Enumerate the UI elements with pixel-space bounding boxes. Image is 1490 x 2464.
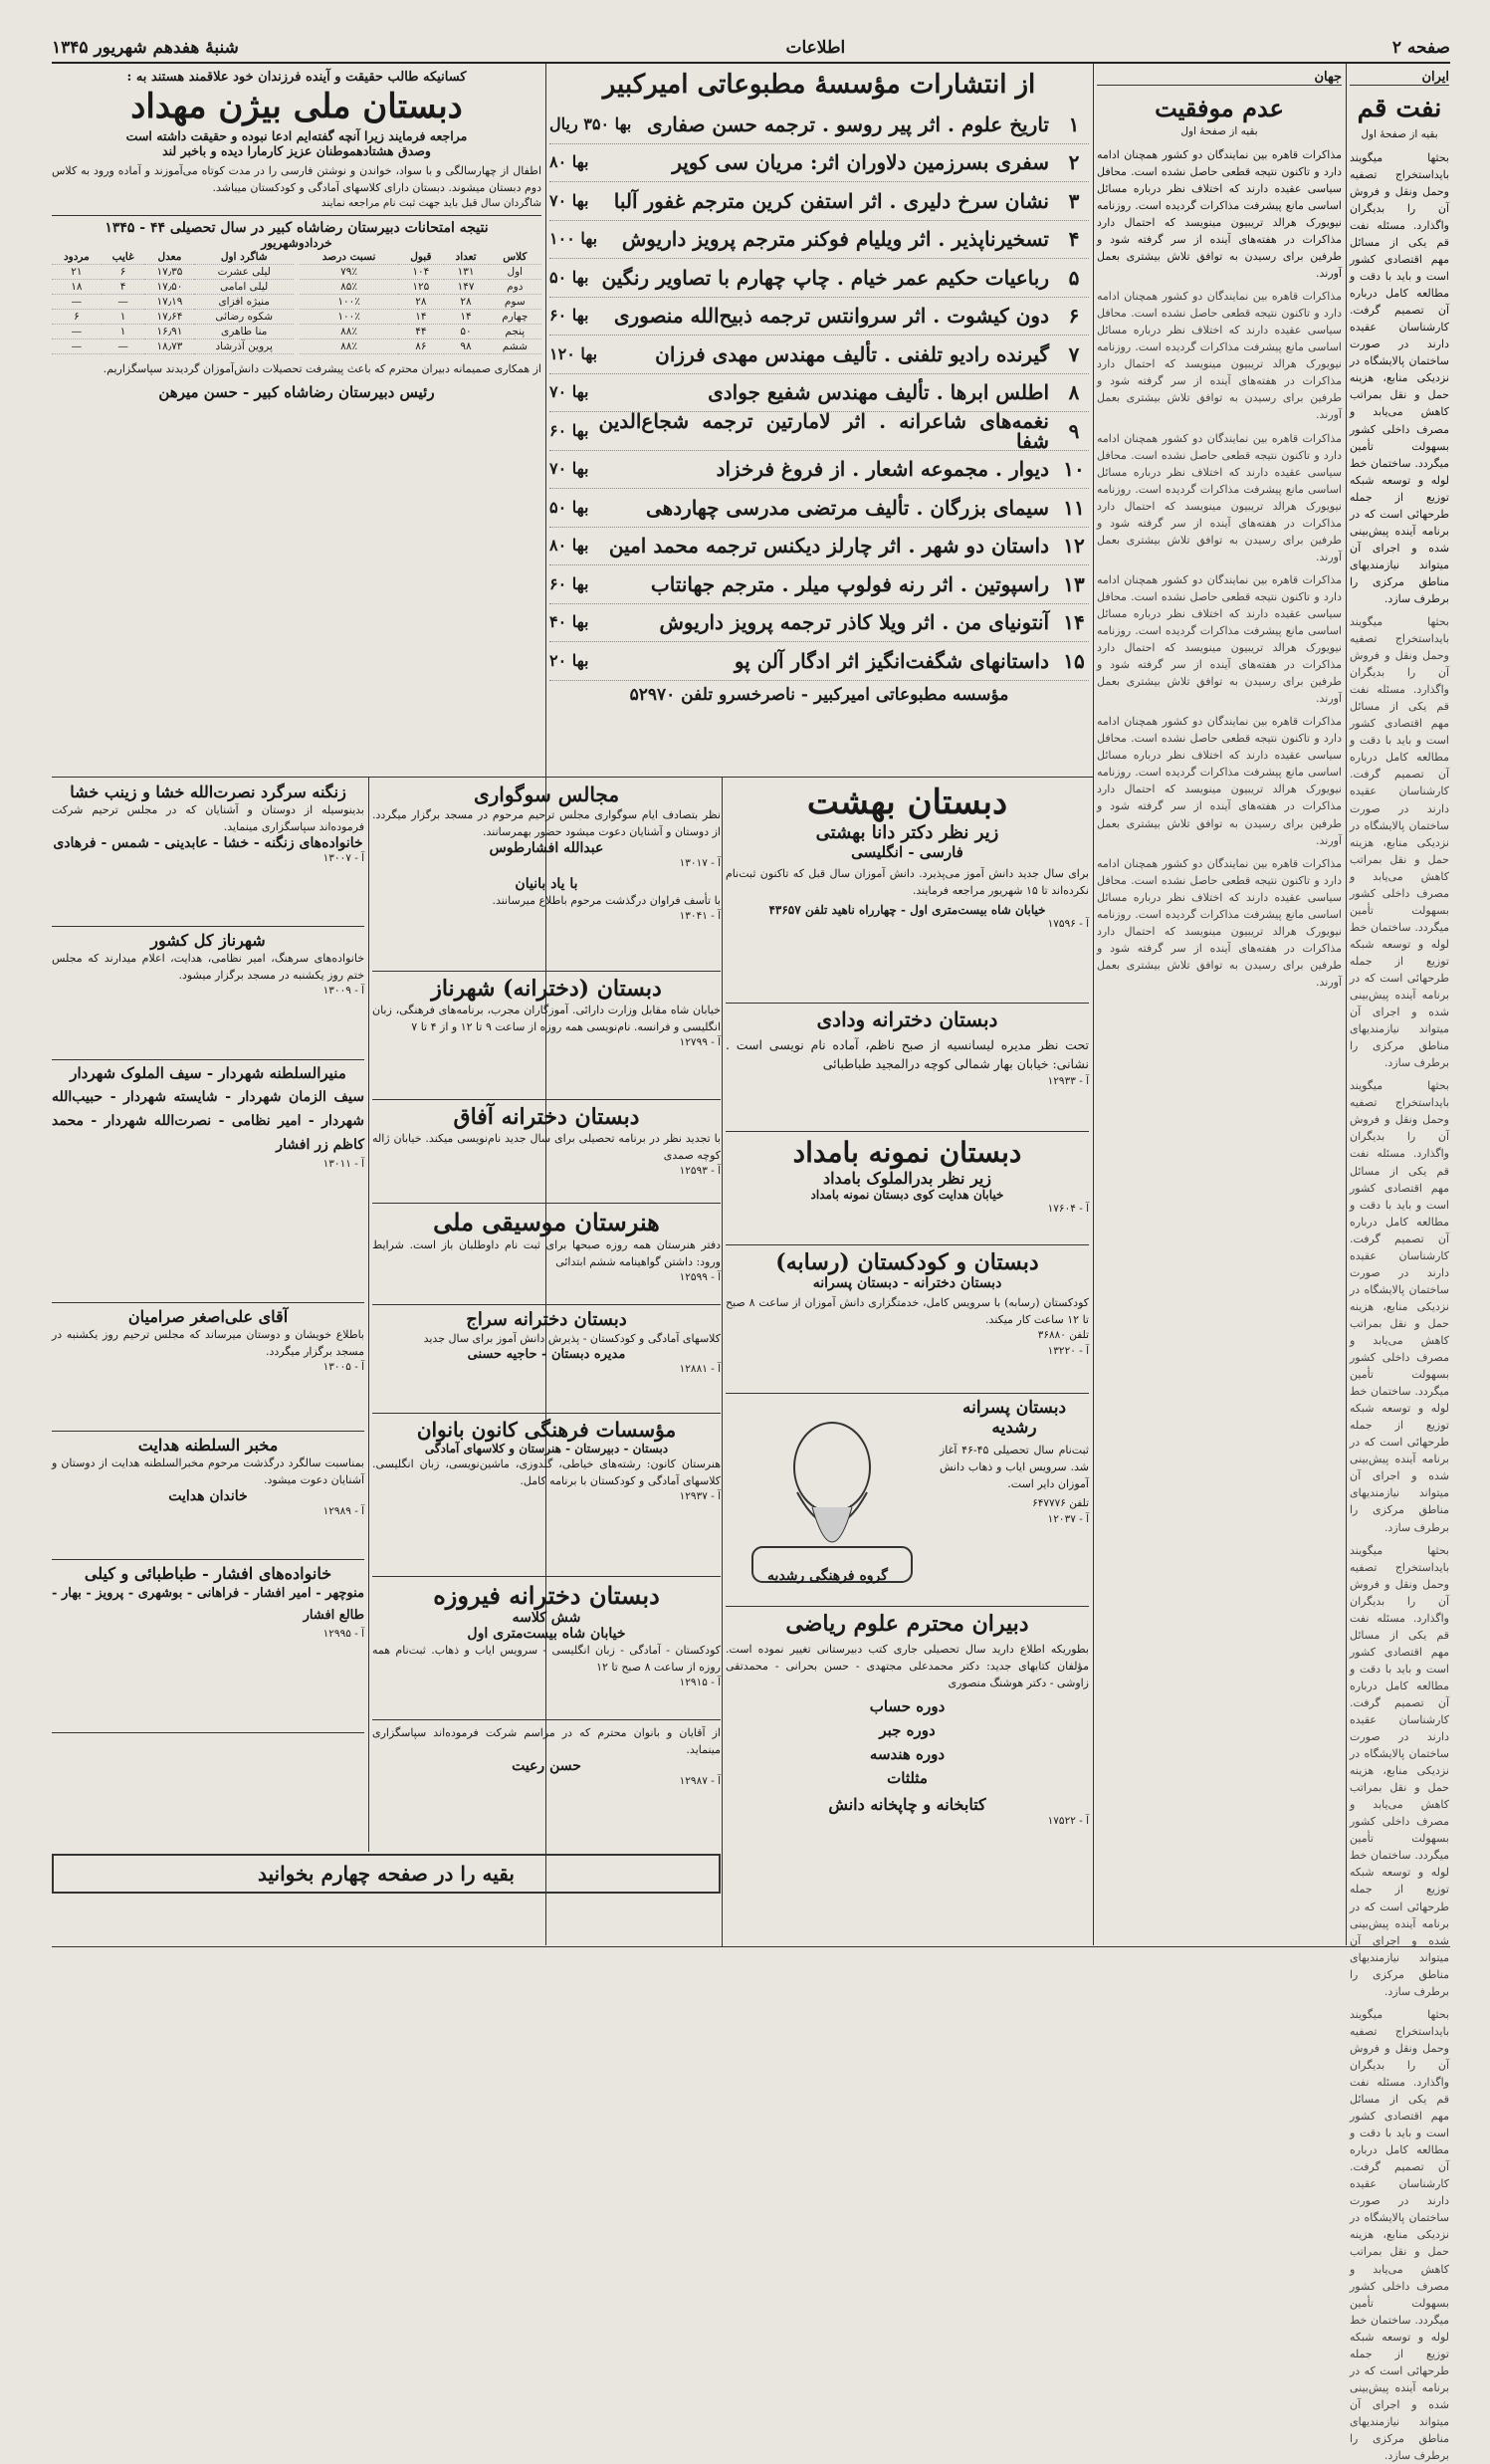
notice-shahrnaz [52, 931, 364, 1060]
ad-code2: آ - ۱۳۰۴۱ [679, 909, 721, 922]
article-lead: بقیه از صفحهٔ اول [1180, 125, 1258, 137]
notice-sign: حسن رعیت [512, 1758, 581, 1775]
ad-code: آ - ۱۲۸۸۱ [679, 1363, 721, 1376]
ad-line1: زیر نظر دکتر دانا بهشتی [815, 822, 999, 843]
publication-item [549, 451, 1089, 490]
publication-item [549, 144, 1089, 183]
table-header: مردود [52, 250, 102, 265]
notice-code: آ - ۱۳۰۱۱ [322, 1158, 364, 1171]
ad-body: بطوریکه اطلاع دارید سال تحصیلی جاری کتب دبیرستانی تغییر نموده است. مؤلفان کتابهای جدید: دکتر محمدعلی مجتهدی - حسن بحرانی - محمدتقی زاوشی - دکتر هوشنگ منصوری [726, 1643, 1089, 1690]
ad-line: زیر نظر بدرالملوک بامداد [822, 1169, 992, 1188]
table-header: قبول [398, 250, 443, 265]
notice-body: باطلاع خویشان و دوستان میرساند که مجلس ترحیم روز یکشنبه در مسجد برگزار میگردد. [52, 1328, 364, 1359]
publication-title: راسپوتین . اثر رنه فولوپ میلر . مترجم جهانتاب [650, 571, 1049, 596]
publication-number: ۱۲ [1063, 534, 1085, 559]
publication-price: بها ۷۰ [549, 190, 589, 210]
ad-code: آ - ۱۲۰۳۷ [1047, 1512, 1089, 1525]
publication-price: بها ۴۰ [549, 612, 589, 632]
table-cell: ۱۲۵ [398, 279, 443, 294]
results-title: نتیجه امتحانات دبیرستان رضاشاه کبیر در سال تحصیلی ۴۴ - ۱۳۴۵ [105, 219, 489, 236]
ad-body: خیابان هدایت کوی دبستان نمونه بامداد [810, 1188, 1004, 1202]
ad-b4: مثلثات [887, 1769, 928, 1788]
publication-item [549, 336, 1089, 374]
publication-item [549, 408, 1089, 453]
ad-line: دبستان دخترانه - دبستان پسرانه [812, 1275, 1002, 1291]
publication-item [549, 489, 1089, 528]
behesht-school-ad [726, 783, 1089, 1004]
table-cell: — [102, 294, 145, 309]
ad-name1: عبدالله افشارطوس [489, 840, 604, 857]
table-cell: ۸۸٪ [300, 324, 398, 338]
publication-price: بها ۸۰ [549, 152, 589, 172]
article-body-cont: بحثها میگویند بایداستخراج تصفیه وحمل ونقل و فروش آن را بدیگران واگذارد. مسئله نفت قم یکی از مسائل مهم اقتصادی کشور است و باید با دقت و مطالعه کامل درباره آن تصمیم گرفت. کارشناسان عقیده دارند در صورت ساختمان پالایشگاه در نزدیکی منابع، هزینه حمل و نقل بمراتب کاهش می‌یابد و مصرف داخلی کشور بسهولت تأمین میگردد. ساختمان خط لوله و توسعه شبکه توزیع از جمله طرحهائی است که در برنامه آینده پیش‌بینی شده و اجرای آن میتواند نیازمندیهای مناطق مرکزی را برطرف سازد. [1350, 1543, 1449, 1998]
publication-price: بها ۷۰ [549, 382, 589, 402]
article-body-cont: بحثها میگویند بایداستخراج تصفیه وحمل ونقل و فروش آن را بدیگران واگذارد. مسئله نفت قم یکی از مسائل مهم اقتصادی کشور است و باید با دقت و مطالعه کامل درباره آن تصمیم گرفت. کارشناسان عقیده دارند در صورت ساختمان پالایشگاه در نزدیکی منابع، هزینه حمل و نقل بمراتب کاهش می‌یابد و مصرف داخلی کشور بسهولت تأمین میگردد. ساختمان خط لوله و توسعه شبکه توزیع از جمله طرحهائی است که در برنامه آینده پیش‌بینی شده و اجرای آن میتواند نیازمندیهای مناطق مرکزی را برطرف سازد. [1350, 1079, 1449, 1534]
table-cell: ۶ [52, 309, 102, 324]
article-body: بحثها میگویند بایداستخراج تصفیه وحمل ونقل و فروش آن را بدیگران واگذارد. مسئله نفت قم یکی از مسائل مهم اقتصادی کشور است و باید با دقت و مطالعه کامل درباره آن تصمیم گرفت. کارشناسان عقیده دارند در صورت ساختمان پالایشگاه در نزدیکی منابع، هزینه حمل و نقل بمراتب کاهش می‌یابد و مصرف داخلی کشور بسهولت تأمین میگردد. ساختمان خط لوله و توسعه شبکه توزیع از جمله طرحهائی است که در برنامه آینده پیش‌بینی شده و اجرای آن میتواند نیازمندیهای مناطق مرکزی را برطرف سازد. [1350, 150, 1449, 605]
publication-item [549, 565, 1089, 604]
article-title: عدم موفقیت [1155, 94, 1284, 122]
publication-price: بها ۱۲۰ [549, 343, 598, 363]
ad-code: آ - ۱۲۵۹۹ [679, 1271, 721, 1284]
publication-item [549, 528, 1089, 566]
table-cell: ۸۵٪ [300, 279, 398, 294]
table-cell: ۱۰۰٪ [300, 309, 398, 324]
ad-name2: با یاد بانیان [515, 875, 578, 892]
notice-afshar [52, 1564, 364, 1733]
ad-code: آ - ۱۲۵۹۳ [679, 1165, 721, 1178]
ad-body: اطفال از چهارسالگی و با سواد، خواندن و نوشتن فارسی را در مدت کوتاه می‌آموزند و آماده ورود به کلاس دوم دبستان میشوند. دبستان دارای کلاسهای آمادگی و کودکستان میباشد. [52, 164, 541, 195]
notice-code: آ - ۱۲۹۹۵ [322, 1628, 364, 1641]
ad-code: آ - ۱۷۶۰۴ [1047, 1203, 1089, 1215]
continued-text: بقیه را در صفحه چهارم بخوانید [258, 1862, 515, 1886]
ad-title: دبستان دخترانه آفاق [453, 1104, 640, 1130]
paper-name: اطلاعات [785, 38, 846, 58]
ad-title: مؤسسات فرهنگی کانون بانوان [416, 1418, 677, 1442]
notice-code: آ - ۱۳۰۰۵ [322, 1361, 364, 1374]
publication-title: تاریخ علوم . اثر پیر روسو . ترجمه حسن صفاری [646, 112, 1049, 136]
table-cell: ۱۴ [398, 309, 443, 324]
rosabeh-school-ad [726, 1249, 1089, 1394]
table-header: تعداد [444, 250, 489, 265]
world-column [1097, 70, 1342, 1941]
ad-body: دفتر هنرستان همه روزه صبحها برای ثبت نام داوطلبان باز است. شرایط ورود: داشتن گواهینامه ششم ابتدائی [372, 1238, 721, 1269]
ad-phone: تلفن ۳۶۸۸۰ [1037, 1329, 1089, 1342]
ad-code: آ - ۱۷۵۹۶ [1047, 918, 1089, 931]
publication-number: ۸ [1068, 380, 1080, 405]
table-header: شاگرد اول [194, 250, 294, 265]
publication-item [549, 106, 1089, 144]
notice-code: آ - ۱۲۹۸۹ [322, 1505, 364, 1518]
publication-price: بها ۵۰ [549, 497, 589, 517]
publication-title: داستان دو شهر . اثر چارلز دیکنس ترجمه محمد امین [608, 534, 1049, 559]
ad-code: آ - ۱۲۹۳۷ [679, 1490, 721, 1503]
publication-title: آنتونیای من . اثر ویلا کاذر ترجمه پرویز داریوش [659, 610, 1049, 635]
ad-code: آ - ۱۲۷۹۹ [679, 1036, 721, 1049]
results-sign: رئیس دبیرستان رضاشاه کبیر - حسن میرهن [158, 382, 435, 401]
publication-price: بها ۲۰ [549, 650, 589, 670]
results-note: از همکاری صمیمانه دبیران محترم که باعث پیشرفت تحصیلات دانش‌آموزان گردیدند سپاسگزاریم. [103, 361, 541, 375]
ad-code: آ - ۱۲۹۱۵ [679, 1677, 721, 1689]
table-header: نسبت درصد [300, 250, 398, 265]
publication-item [549, 182, 1089, 221]
ad-code: آ - ۱۳۲۲۰ [1047, 1344, 1089, 1357]
publication-title: دون کیشوت . اثر سروانتس ترجمه ذبیح‌الله منصوری [613, 304, 1049, 329]
mid-rule [52, 777, 1093, 778]
table-cell: منیژه افزای [194, 294, 294, 309]
table-cell: ۷۹٪ [300, 264, 398, 279]
ad-title: هنرستان موسیقی ملی [433, 1208, 660, 1236]
continued-box [52, 1854, 721, 1894]
iran-column [1350, 70, 1449, 2463]
publication-item [549, 374, 1089, 413]
publication-title: دیوار . مجموعه اشعار . از فروغ فرخزاد [716, 457, 1049, 482]
table-cell: ۱۸٫۷۳ [144, 338, 194, 353]
table-cell: ۱۷٫۵۰ [144, 279, 194, 294]
ad-title: از انتشارات مؤسسهٔ مطبوعاتی امیرکبیر [602, 70, 1036, 100]
notice-shahrdar [52, 1064, 364, 1303]
ad-title: دبیران محترم علوم ریاضی [785, 1611, 1029, 1637]
table-cell: اول [489, 264, 541, 279]
portrait-caption: گروه فرهنگی رشدیه [767, 1568, 888, 1584]
article-body-cont: بحثها میگویند بایداستخراج تصفیه وحمل ونقل و فروش آن را بدیگران واگذارد. مسئله نفت قم یکی از مسائل مهم اقتصادی کشور است و باید با دقت و مطالعه کامل درباره آن تصمیم گرفت. کارشناسان عقیده دارند در صورت ساختمان پالایشگاه در نزدیکی منابع، هزینه حمل و نقل بمراتب کاهش می‌یابد و مصرف داخلی کشور بسهولت تأمین میگردد. ساختمان خط لوله و توسعه شبکه توزیع از جمله طرحهائی است که در برنامه آینده پیش‌بینی شده و اجرای آن میتواند نیازمندیهای مناطق مرکزی را برطرف سازد. [1350, 2007, 1449, 2463]
table-row [300, 309, 541, 324]
table-cell: ۲۸ [398, 294, 443, 309]
table-cell: ۱۶٫۹۱ [144, 324, 194, 338]
table-cell: ۸۸٪ [300, 338, 398, 353]
table-cell: — [52, 294, 102, 309]
table-cell: ۹۸ [444, 338, 489, 353]
table-cell: ۵۰ [444, 324, 489, 338]
shahrnaz-school-ad [372, 976, 721, 1100]
section-label: جهان [1097, 70, 1342, 86]
ad-text1: نظر بتصادف ایام سوگواری مجلس ترحیم مرحوم در مسجد برگزار میگردد. از دوستان و آشنایان دعوت میشود حضور بهمرسانند. [372, 808, 721, 839]
ad-title: دبستان پسرانه رشدیه [961, 1398, 1067, 1438]
math-teachers-ad [726, 1611, 1089, 1944]
publication-title: نغمه‌های شاعرانه . اثر لامارتین ترجمه شجاع‌الدین شفا [598, 408, 1049, 453]
ad-sign: مدیره دبستان - حاجیه حسنی [467, 1347, 626, 1363]
ad-title: مجالس سوگواری [473, 783, 620, 806]
table-cell: لیلی عشرت [194, 264, 294, 279]
publication-number: ۱۳ [1063, 571, 1085, 596]
table-cell: ۱۴۷ [444, 279, 489, 294]
table-cell: ۸۶ [398, 338, 443, 353]
publication-price: بها ۷۰ [549, 459, 589, 479]
publication-title: داستانهای شگفت‌انگیز اثر ادگار آلن پو [734, 648, 1049, 673]
notice-code: آ - ۱۳۰۰۹ [322, 985, 364, 998]
publication-price: بها ۶۰ [549, 420, 589, 440]
table-row [300, 279, 541, 294]
ad-sub2: وصدق هشتادهموطنان عزیز کارمارا دیده و باخبر لند [162, 143, 431, 158]
table-cell: ۱۸ [52, 279, 102, 294]
mourning-ad [372, 783, 721, 972]
page-header [52, 34, 1450, 64]
notice-body: بدینوسیله از دوستان و آشنایان که در مجلس ترحیم شرکت فرموده‌اند سپاسگزاری مینماید. [52, 803, 364, 834]
ad-title: دبستان (دخترانه) شهرناز [431, 976, 662, 1002]
ad-title: دبستان و کودکستان (رسابه) [775, 1249, 1039, 1275]
table-cell: لیلی امامی [194, 279, 294, 294]
notice-zanganeh [52, 783, 364, 927]
table-cell: — [102, 338, 145, 353]
publication-price: بها ۸۰ [549, 536, 589, 556]
publication-number: ۱۱ [1063, 495, 1085, 520]
ad-text-block [940, 1398, 1089, 1606]
column-divider [1346, 64, 1347, 1945]
table-header: کلاس [489, 250, 541, 265]
ad-line2: فارسی - انگلیسی [851, 843, 963, 861]
table-row [52, 294, 294, 309]
publications-ad [549, 70, 1089, 773]
publication-number: ۶ [1068, 304, 1080, 329]
ad-body: هنرستان کانون: رشته‌های خیاطی، گلدوزی، ماشین‌نویسی، زبان انگلیسی. کلاسهای آمادگی و کودکستان با برنامه کامل. [372, 1457, 721, 1488]
table-cell: — [52, 324, 102, 338]
table-cell: سوم [489, 294, 541, 309]
table-cell: ۱۷٫۱۹ [144, 294, 194, 309]
ad-title: دبستان دخترانه فیروزه [433, 1581, 660, 1610]
results-table-a [300, 250, 541, 354]
column-divider [368, 777, 369, 1852]
ad-body: خیابان شاه مقابل وزارت دارائی. آموزگاران مجرب، برنامه‌های فرهنگی، زبان انگلیسی و فرانسه. نام‌نویسی همه روزه از ساعت ۹ تا ۱۲ و از ۴ تا ۷ [372, 1004, 721, 1034]
table-row [52, 279, 294, 294]
article-body-cont: مذاکرات قاهره بین نمایندگان دو کشور همچنان ادامه دارد و تاکنون نتیجه قطعی حاصل نشده است. محافل سیاسی عقیده دارند که اختلاف نظر درباره مسائل اساسی مانع پیشرفت مذاکرات گردیده است. روزنامه نیویورک هرالد تریبیون مینویسد که احتمال دارد مذاکرات در هفته‌های آینده از سر گرفته شود و طرفین برای رسیدن به توافق تلاش بیشتری بعمل آورند. [1097, 572, 1342, 706]
publication-number: ۳ [1068, 188, 1080, 213]
table-cell: ۶ [102, 264, 145, 279]
publication-item [549, 642, 1089, 681]
publication-price: بها ۱۰۰ [549, 229, 598, 249]
article-body-cont: مذاکرات قاهره بین نمایندگان دو کشور همچنان ادامه دارد و تاکنون نتیجه قطعی حاصل نشده است. محافل سیاسی عقیده دارند که اختلاف نظر درباره مسائل اساسی مانع پیشرفت مذاکرات گردیده است. روزنامه نیویورک هرالد تریبیون مینویسد که احتمال دارد مذاکرات در هفته‌های آینده از سر گرفته شود و طرفین برای رسیدن به توافق تلاش بیشتری بعمل آورند. [1097, 715, 1342, 847]
article-body-cont: مذاکرات قاهره بین نمایندگان دو کشور همچنان ادامه دارد و تاکنون نتیجه قطعی حاصل نشده است. محافل سیاسی عقیده دارند که اختلاف نظر درباره مسائل اساسی مانع پیشرفت مذاکرات گردیده است. روزنامه نیویورک هرالد تریبیون مینویسد که احتمال دارد مذاکرات در هفته‌های آینده از سر گرفته شود و طرفین برای رسیدن به توافق تلاش بیشتری بعمل آورند. [1097, 431, 1342, 563]
notice-body: بمناسبت سالگرد درگذشت مرحوم مخبرالسلطنه هدایت از دوستان و آشنایان دعوت میشود. [52, 1456, 364, 1487]
table-cell: ۱۳۱ [444, 264, 489, 279]
ad-text2: با تأسف فراوان درگذشت مرحوم باطلاع میرسانند. [492, 893, 721, 907]
date-line: شنبهٔ هفدهم شهریور ۱۳۴۵ [52, 38, 239, 58]
ad-note: شاگردان سال قبل باید جهت ثبت نام مراجعه نمایند [52, 196, 541, 216]
notice-hedayat [52, 1436, 364, 1560]
table-cell: ۱۰۰٪ [300, 294, 398, 309]
table-row [52, 324, 294, 338]
table-header: معدل [144, 250, 194, 265]
publication-price: بها ۶۰ [549, 306, 589, 326]
table-row [52, 338, 294, 353]
table-cell: ۱۷٫۳۵ [144, 264, 194, 279]
ad-title: دبستان ملی بیژن مهداد [130, 87, 463, 126]
notice-title: زنگنه سرگرد نصرت‌الله خشا و زینب خشا [70, 783, 346, 801]
notice-body: از آقایان و بانوان محترم که در مراسم شرکت فرموده‌اند سپاسگزاری مینماید. [372, 1726, 721, 1757]
article-title: نفت قم [1357, 94, 1442, 123]
ad-code: آ - ۱۷۵۲۲ [1047, 1815, 1089, 1828]
table-cell: ششم [489, 338, 541, 353]
ad-title: دبستان بهشت [806, 783, 1008, 822]
ad-pre: کسانیکه طالب حقیقت و آینده فرزندان خود علاقمند هستند به : [126, 70, 467, 85]
ad-line: شش کلاسه [512, 1610, 581, 1626]
publication-number: ۱۴ [1063, 610, 1085, 635]
firoozeh-school-ad [372, 1581, 721, 1720]
notice-body: سیف الزمان شهردار - شایسته شهردار - حبیب‌الله شهردار - امیر نظامی - نصرت‌الله شهردار - محمد کاظم زر افشار [52, 1089, 364, 1153]
table-cell: پنجم [489, 324, 541, 338]
section-label: ایران [1350, 70, 1449, 86]
results-tables [52, 250, 541, 354]
publication-price: بها ۶۰ [549, 573, 589, 593]
portrait-icon [733, 1398, 932, 1597]
table-cell: ۱۴ [444, 309, 489, 324]
publication-title: تسخیرناپذیر . اثر ویلیام فوکنر مترجم پرویز داریوش [621, 227, 1049, 252]
notice-code: آ - ۱۳۰۰۷ [322, 852, 364, 865]
publication-number: ۴ [1068, 227, 1080, 252]
article-body-cont: مذاکرات قاهره بین نمایندگان دو کشور همچنان ادامه دارد و تاکنون نتیجه قطعی حاصل نشده است. محافل سیاسی عقیده دارند که اختلاف نظر درباره مسائل اساسی مانع پیشرفت مذاکرات گردیده است. روزنامه نیویورک هرالد تریبیون مینویسد که احتمال دارد مذاکرات در هفته‌های آینده از سر گرفته شود و طرفین برای رسیدن به توافق تلاش بیشتری بعمل آورند. [1097, 856, 1342, 989]
column-divider [722, 777, 723, 1946]
publication-item [549, 298, 1089, 336]
publication-price: بها ۳۵۰ ریال [549, 113, 632, 133]
table-cell: ۱۷٫۶۴ [144, 309, 194, 324]
table-row [300, 338, 541, 353]
afagh-school-ad [372, 1104, 721, 1204]
table-header: غایب [102, 250, 145, 265]
ad-b2: دوره جبر [879, 1721, 936, 1740]
publication-title: سفری بسرزمین دلاوران اثر: مریان سی کوپر [672, 150, 1049, 175]
ad-b3: دوره هندسه [869, 1745, 946, 1764]
ad-address: خیابان شاه بیست‌متری اول - چهارراه ناهید تلفن ۴۳۶۵۷ [768, 903, 1046, 918]
ad-footer: مؤسسه مطبوعاتی امیرکبیر - ناصرخسرو تلفن ۵۲۹۷۰ [629, 684, 1009, 705]
bamdad-school-ad [726, 1136, 1089, 1245]
table-cell: شکوه رضائی [194, 309, 294, 324]
publication-item [549, 604, 1089, 643]
ad-body: برای سال جدید دانش آموز می‌پذیرد. دانش آموزان سال قبل که تاکنون ثبت‌نام نکرده‌اند تا ۱۵ شهریور مراجعه فرمایند. [726, 867, 1089, 898]
table-cell: چهارم [489, 309, 541, 324]
ad-body: کلاسهای آمادگی و کودکستان - پذیرش دانش آموز برای سال جدید [423, 1332, 721, 1345]
ad-code: آ - ۱۲۹۳۳ [1047, 1074, 1089, 1087]
ad-phone: تلفن ۶۴۷۷۷۶ [1032, 1497, 1089, 1510]
rashidieh-school-ad [726, 1398, 1089, 1607]
ad-sub: مراجعه فرمایند زیرا آنچه گفته‌ایم ادعا نبوده و حقیقت داشته است [125, 128, 468, 143]
table-cell: منا طاهری [194, 324, 294, 338]
publication-title: نشان سرخ دلیری . اثر استفن کرین مترجم غفور آلبا [613, 188, 1049, 213]
table-cell: ۱ [102, 324, 145, 338]
notice-sign: خاندان هدایت [168, 1488, 248, 1505]
table-row [300, 264, 541, 279]
publication-title: رباعیات حکیم عمر خیام . چاپ چهارم با تصاویر رنگین [601, 265, 1049, 290]
notice-title: خانواده‌های افشار - طباطبائی و کیلی [84, 1564, 332, 1583]
table-cell: دوم [489, 279, 541, 294]
ad-title: دبستان نمونه بامداد [792, 1136, 1022, 1169]
ad-body: کودکستان (رسابه) با سرویس کامل، خدمتگزاری دانش آموزان از ساعت ۸ صبح تا ۱۲ ساعت کار میکند. [726, 1296, 1089, 1327]
ad-title: دبستان دخترانه ودادی [816, 1008, 998, 1031]
table-cell: ۱۰۴ [398, 264, 443, 279]
kanoon-banovan-ad [372, 1418, 721, 1577]
ad-body: با تجدید نظر در برنامه تحصیلی برای سال جدید نام‌نویسی میکند. خیابان ژاله کوچه صمدی [372, 1132, 721, 1163]
table-cell: ۴۴ [398, 324, 443, 338]
publication-item [549, 259, 1089, 298]
table-cell: پروین آذرشاد [194, 338, 294, 353]
vedadi-school-ad [726, 1008, 1089, 1132]
ad-body: ثبت‌نام سال تحصیلی ۴۵-۴۶ آغاز شد. سرویس ایاب و ذهاب دانش آموزان دایر است. [940, 1444, 1089, 1491]
notice-title: آقای علی‌اصغر صرامیان [127, 1307, 289, 1326]
ad-line: دبستان - دبیرستان - هنرستان و کلاسهای آمادگی [424, 1442, 669, 1456]
page-label: صفحه ۲ [1391, 38, 1450, 58]
portrait-illustration [726, 1398, 932, 1606]
notice-title: منیرالسلطنه شهردار - سیف الملوک شهردار [70, 1064, 346, 1082]
table-row [300, 294, 541, 309]
table-cell: ۴ [102, 279, 145, 294]
publication-title: اطلس ابرها . تألیف مهندس شفیع جوادی [708, 380, 1049, 405]
publication-number: ۲ [1068, 150, 1080, 175]
publication-number: ۱ [1068, 112, 1080, 136]
article-lead: بقیه از صفحهٔ اول [1361, 128, 1438, 140]
notice-code: آ - ۱۲۹۸۷ [679, 1775, 721, 1788]
ad-code1: آ - ۱۳۰۱۷ [679, 857, 721, 870]
publication-item [549, 221, 1089, 260]
ad-line2: خیابان شاه بیست‌متری اول [467, 1626, 626, 1642]
table-cell: — [52, 338, 102, 353]
notice-title: مخبر السلطنه هدایت [137, 1436, 279, 1455]
article-body-cont: مذاکرات قاهره بین نمایندگان دو کشور همچنان ادامه دارد و تاکنون نتیجه قطعی حاصل نشده است. محافل سیاسی عقیده دارند که اختلاف نظر درباره مسائل اساسی مانع پیشرفت مذاکرات گردیده است. روزنامه نیویورک هرالد تریبیون مینویسد که احتمال دارد مذاکرات در هفته‌های آینده از سر گرفته شود و طرفین برای رسیدن به توافق تلاش بیشتری بعمل آورند. [1097, 290, 1342, 422]
publication-number: ۱۰ [1063, 457, 1085, 482]
table-cell: ۲۸ [444, 294, 489, 309]
table-cell: ۱ [102, 309, 145, 324]
publication-price: بها ۵۰ [549, 267, 589, 287]
ad-body: کودکستان - آمادگی - زبان انگلیسی - سرویس ایاب و ذهاب. ثبت‌نام همه روزه از ساعت ۸ صبح تا ۱۲ [372, 1644, 721, 1675]
article-body-cont: بحثها میگویند بایداستخراج تصفیه وحمل ونقل و فروش آن را بدیگران واگذارد. مسئله نفت قم یکی از مسائل مهم اقتصادی کشور است و باید با دقت و مطالعه کامل درباره آن تصمیم گرفت. کارشناسان عقیده دارند در صورت ساختمان پالایشگاه در نزدیکی منابع، هزینه حمل و نقل بمراتب کاهش می‌یابد و مصرف داخلی کشور بسهولت تأمین میگردد. ساختمان خط لوله و توسعه شبکه توزیع از جمله طرحهائی است که در برنامه آینده پیش‌بینی شده و اجرای آن میتواند نیازمندیهای مناطق مرکزی را برطرف سازد. [1350, 615, 1449, 1070]
notice-body: منوچهر - امیر افشار - فراهانی - بوشهری - پرویز - بهار - طالع افشار [52, 1586, 364, 1624]
publication-number: ۹ [1068, 418, 1080, 443]
notice-names: خانواده‌های زنگنه - خشا - عابدینی - شمس - فرهادی [53, 835, 363, 852]
publication-number: ۵ [1068, 265, 1080, 290]
ad-body: تحت نظر مدیره لیسانسیه از صبح ناظم، آماده نام نویسی است . نشانی: خیابان بهار شمالی کوچه درالمجید طباطبائی [726, 1037, 1089, 1072]
notice-thanks [372, 1724, 721, 1834]
notice-title: شهرناز کل کشور [150, 931, 266, 950]
table-row [52, 309, 294, 324]
publication-title: سیمای بزرگان . تألیف مرتضی مدرسی چهاردهی [646, 495, 1049, 520]
column-divider [1093, 64, 1094, 1945]
table-row [300, 324, 541, 338]
publication-title: گیرنده رادیو تلفنی . تألیف مهندس مهدی فرزان [655, 341, 1049, 366]
publication-list [549, 106, 1089, 681]
notice-body: خانواده‌های سرهنگ، امیر نظامی، هدایت، اعلام میدارند که مجلس ختم روز یکشنبه در مسجد برگزار میشود. [52, 952, 364, 983]
ad-title: دبستان دخترانه سراج [466, 1309, 627, 1330]
results-sub: خردادوشهریور [261, 235, 332, 250]
article-body: مذاکرات قاهره بین نمایندگان دو کشور همچنان ادامه دارد و تاکنون نتیجه قطعی حاصل نشده است. محافل سیاسی عقیده دارند که اختلاف نظر درباره مسائل اساسی مانع پیشرفت مذاکرات گردیده است. روزنامه نیویورک هرالد تریبیون مینویسد که احتمال دارد مذاکرات در هفته‌های آینده از سر گرفته شود و طرفین برای رسیدن به توافق تلاش بیشتری بعمل آورند. [1097, 147, 1342, 281]
seraj-school-ad [372, 1309, 721, 1414]
bijan-school-ad [52, 70, 541, 773]
bottom-rule [52, 1946, 1450, 1947]
ad-b1: دوره حساب [869, 1697, 946, 1716]
table-cell: ۲۱ [52, 264, 102, 279]
publication-number: ۷ [1068, 341, 1080, 366]
publication-number: ۱۵ [1063, 648, 1085, 673]
results-table-b [52, 250, 294, 354]
music-school-ad [372, 1208, 721, 1305]
notice-sarrami [52, 1307, 364, 1432]
ad-footer: کتابخانه و چاپخانه دانش [828, 1795, 986, 1815]
table-row [52, 264, 294, 279]
